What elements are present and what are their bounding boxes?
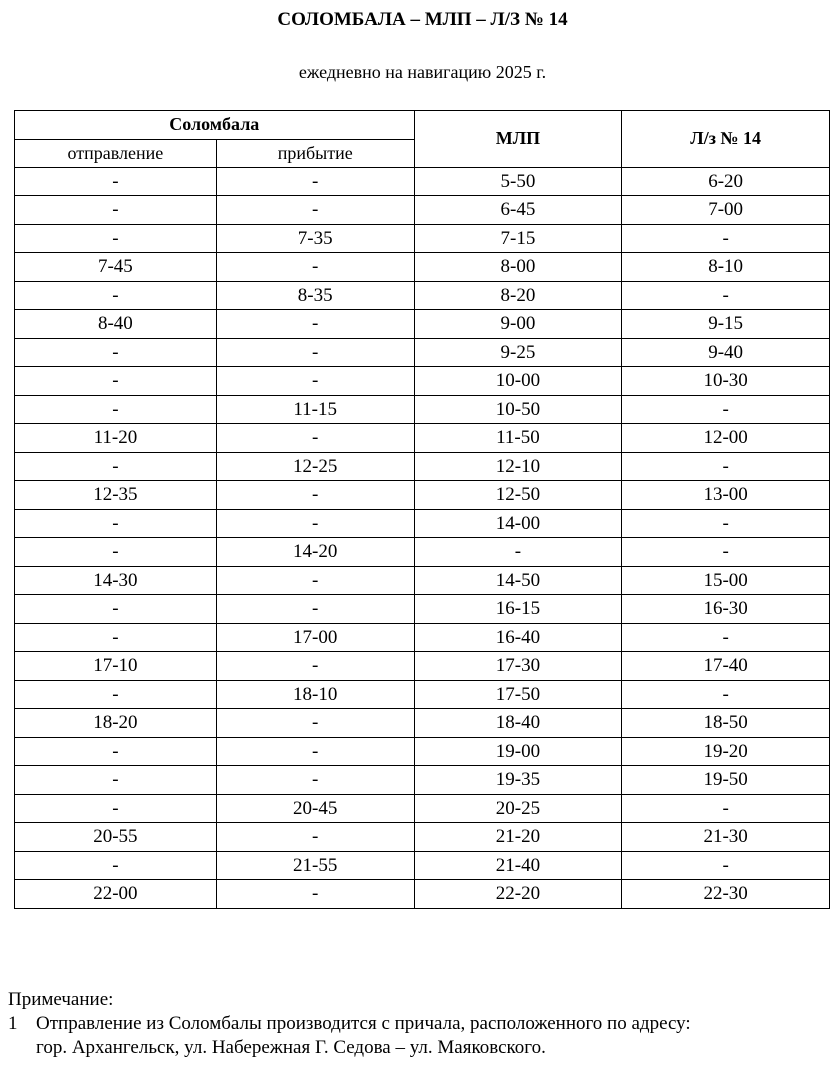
cell-lz14: 22-30: [622, 880, 830, 909]
cell-mlp: 17-50: [414, 680, 622, 709]
table-row: [15, 338, 830, 367]
table-row: [15, 538, 830, 567]
cell-lz14: 19-50: [622, 766, 830, 795]
table-row: [15, 766, 830, 795]
cell-solombala-arrival: 17-00: [216, 623, 414, 652]
table-row: [15, 367, 830, 396]
cell-solombala-departure: -: [15, 794, 217, 823]
header-mlp: МЛП: [414, 111, 622, 168]
cell-solombala-arrival: -: [216, 481, 414, 510]
cell-mlp: 12-50: [414, 481, 622, 510]
cell-mlp: 14-00: [414, 509, 622, 538]
cell-mlp: 16-15: [414, 595, 622, 624]
cell-solombala-departure: 8-40: [15, 310, 217, 339]
cell-solombala-departure: -: [15, 623, 217, 652]
table-row: [15, 196, 830, 225]
cell-solombala-arrival: -: [216, 338, 414, 367]
header-lz14: Л/з № 14: [622, 111, 830, 168]
cell-lz14: 16-30: [622, 595, 830, 624]
cell-lz14: 21-30: [622, 823, 830, 852]
note: [8, 988, 691, 1060]
table-row: [15, 623, 830, 652]
cell-solombala-departure: -: [15, 367, 217, 396]
cell-lz14: 7-00: [622, 196, 830, 225]
cell-lz14: 8-10: [622, 253, 830, 282]
table-row: [15, 395, 830, 424]
cell-solombala-arrival: 11-15: [216, 395, 414, 424]
cell-solombala-arrival: -: [216, 310, 414, 339]
cell-solombala-departure: 7-45: [15, 253, 217, 282]
table-row: [15, 566, 830, 595]
table-row: [15, 737, 830, 766]
note-line-1: Отправление из Соломбалы производится с причала, расположенного по адресу:: [36, 1013, 691, 1034]
cell-lz14: 12-00: [622, 424, 830, 453]
cell-lz14: 17-40: [622, 652, 830, 681]
cell-solombala-arrival: -: [216, 509, 414, 538]
cell-lz14: -: [622, 623, 830, 652]
cell-mlp: 10-50: [414, 395, 622, 424]
cell-solombala-departure: 20-55: [15, 823, 217, 852]
cell-solombala-departure: -: [15, 167, 217, 196]
table-row: [15, 595, 830, 624]
page-subtitle: ежедневно на навигацию 2025 г.: [298, 62, 547, 82]
table-row: [15, 509, 830, 538]
cell-mlp: 22-20: [414, 880, 622, 909]
cell-lz14: -: [622, 680, 830, 709]
cell-solombala-arrival: -: [216, 709, 414, 738]
cell-mlp: 12-10: [414, 452, 622, 481]
cell-mlp: 10-00: [414, 367, 622, 396]
table-row: [15, 310, 830, 339]
cell-solombala-arrival: -: [216, 196, 414, 225]
cell-solombala-arrival: -: [216, 424, 414, 453]
cell-solombala-arrival: -: [216, 823, 414, 852]
cell-solombala-departure: -: [15, 680, 217, 709]
cell-solombala-arrival: -: [216, 766, 414, 795]
cell-mlp: 9-25: [414, 338, 622, 367]
cell-mlp: 14-50: [414, 566, 622, 595]
cell-lz14: -: [622, 509, 830, 538]
cell-solombala-departure: 18-20: [15, 709, 217, 738]
cell-solombala-arrival: -: [216, 167, 414, 196]
cell-mlp: 8-00: [414, 253, 622, 282]
header-solombala: Соломбала: [15, 111, 415, 140]
note-label: Примечание:: [8, 989, 114, 1010]
cell-mlp: 18-40: [414, 709, 622, 738]
cell-solombala-arrival: 21-55: [216, 851, 414, 880]
cell-mlp: 6-45: [414, 196, 622, 225]
cell-solombala-departure: -: [15, 452, 217, 481]
table-row: [15, 652, 830, 681]
header-arrival: прибытие: [216, 139, 414, 167]
cell-lz14: -: [622, 281, 830, 310]
cell-mlp: 17-30: [414, 652, 622, 681]
table-row: [15, 167, 830, 196]
cell-lz14: 9-40: [622, 338, 830, 367]
cell-solombala-arrival: -: [216, 652, 414, 681]
cell-lz14: 19-20: [622, 737, 830, 766]
cell-solombala-departure: 11-20: [15, 424, 217, 453]
cell-mlp: 5-50: [414, 167, 622, 196]
cell-mlp: 7-15: [414, 224, 622, 253]
cell-solombala-departure: -: [15, 196, 217, 225]
cell-solombala-arrival: 14-20: [216, 538, 414, 567]
cell-solombala-arrival: 8-35: [216, 281, 414, 310]
cell-lz14: 9-15: [622, 310, 830, 339]
table-row: [15, 823, 830, 852]
cell-solombala-departure: -: [15, 766, 217, 795]
cell-solombala-departure: 12-35: [15, 481, 217, 510]
cell-solombala-arrival: 20-45: [216, 794, 414, 823]
cell-solombala-arrival: -: [216, 595, 414, 624]
cell-solombala-arrival: -: [216, 566, 414, 595]
cell-lz14: 15-00: [622, 566, 830, 595]
cell-mlp: 20-25: [414, 794, 622, 823]
cell-mlp: 8-20: [414, 281, 622, 310]
cell-lz14: 13-00: [622, 481, 830, 510]
table-row: [15, 452, 830, 481]
cell-solombala-departure: -: [15, 281, 217, 310]
cell-solombala-departure: 14-30: [15, 566, 217, 595]
cell-mlp: 16-40: [414, 623, 622, 652]
schedule-table: [14, 110, 830, 909]
note-line-2: гор. Архангельск, ул. Набережная Г. Седова – ул. Маяковского.: [36, 1037, 546, 1058]
table-row: [15, 224, 830, 253]
cell-lz14: 18-50: [622, 709, 830, 738]
cell-lz14: -: [622, 452, 830, 481]
cell-mlp: 11-50: [414, 424, 622, 453]
table-row: [15, 481, 830, 510]
cell-mlp: 21-20: [414, 823, 622, 852]
cell-solombala-departure: -: [15, 224, 217, 253]
table-row: [15, 880, 830, 909]
cell-solombala-arrival: -: [216, 737, 414, 766]
cell-lz14: 10-30: [622, 367, 830, 396]
page-title: СОЛОМБАЛА – МЛП – Л/З № 14: [277, 9, 568, 30]
cell-solombala-arrival: -: [216, 880, 414, 909]
cell-mlp: -: [414, 538, 622, 567]
cell-lz14: -: [622, 538, 830, 567]
cell-lz14: -: [622, 395, 830, 424]
cell-lz14: -: [622, 794, 830, 823]
note-number: 1: [8, 1013, 18, 1034]
cell-solombala-departure: -: [15, 538, 217, 567]
cell-solombala-arrival: -: [216, 367, 414, 396]
table-row: [15, 680, 830, 709]
cell-lz14: -: [622, 851, 830, 880]
cell-solombala-departure: 17-10: [15, 652, 217, 681]
cell-lz14: -: [622, 224, 830, 253]
table-row: [15, 794, 830, 823]
cell-mlp: 19-00: [414, 737, 622, 766]
cell-solombala-arrival: 12-25: [216, 452, 414, 481]
schedule-body: [15, 167, 830, 908]
cell-lz14: 6-20: [622, 167, 830, 196]
cell-mlp: 9-00: [414, 310, 622, 339]
table-row: [15, 851, 830, 880]
cell-mlp: 19-35: [414, 766, 622, 795]
table-row: [15, 281, 830, 310]
cell-mlp: 21-40: [414, 851, 622, 880]
cell-solombala-departure: 22-00: [15, 880, 217, 909]
cell-solombala-arrival: -: [216, 253, 414, 282]
table-row: [15, 253, 830, 282]
cell-solombala-arrival: 7-35: [216, 224, 414, 253]
cell-solombala-departure: -: [15, 737, 217, 766]
cell-solombala-departure: -: [15, 509, 217, 538]
header-departure: отправление: [15, 139, 217, 167]
cell-solombala-departure: -: [15, 595, 217, 624]
cell-solombala-departure: -: [15, 395, 217, 424]
table-row: [15, 709, 830, 738]
cell-solombala-arrival: 18-10: [216, 680, 414, 709]
cell-solombala-departure: -: [15, 851, 217, 880]
cell-solombala-departure: -: [15, 338, 217, 367]
table-row: [15, 424, 830, 453]
